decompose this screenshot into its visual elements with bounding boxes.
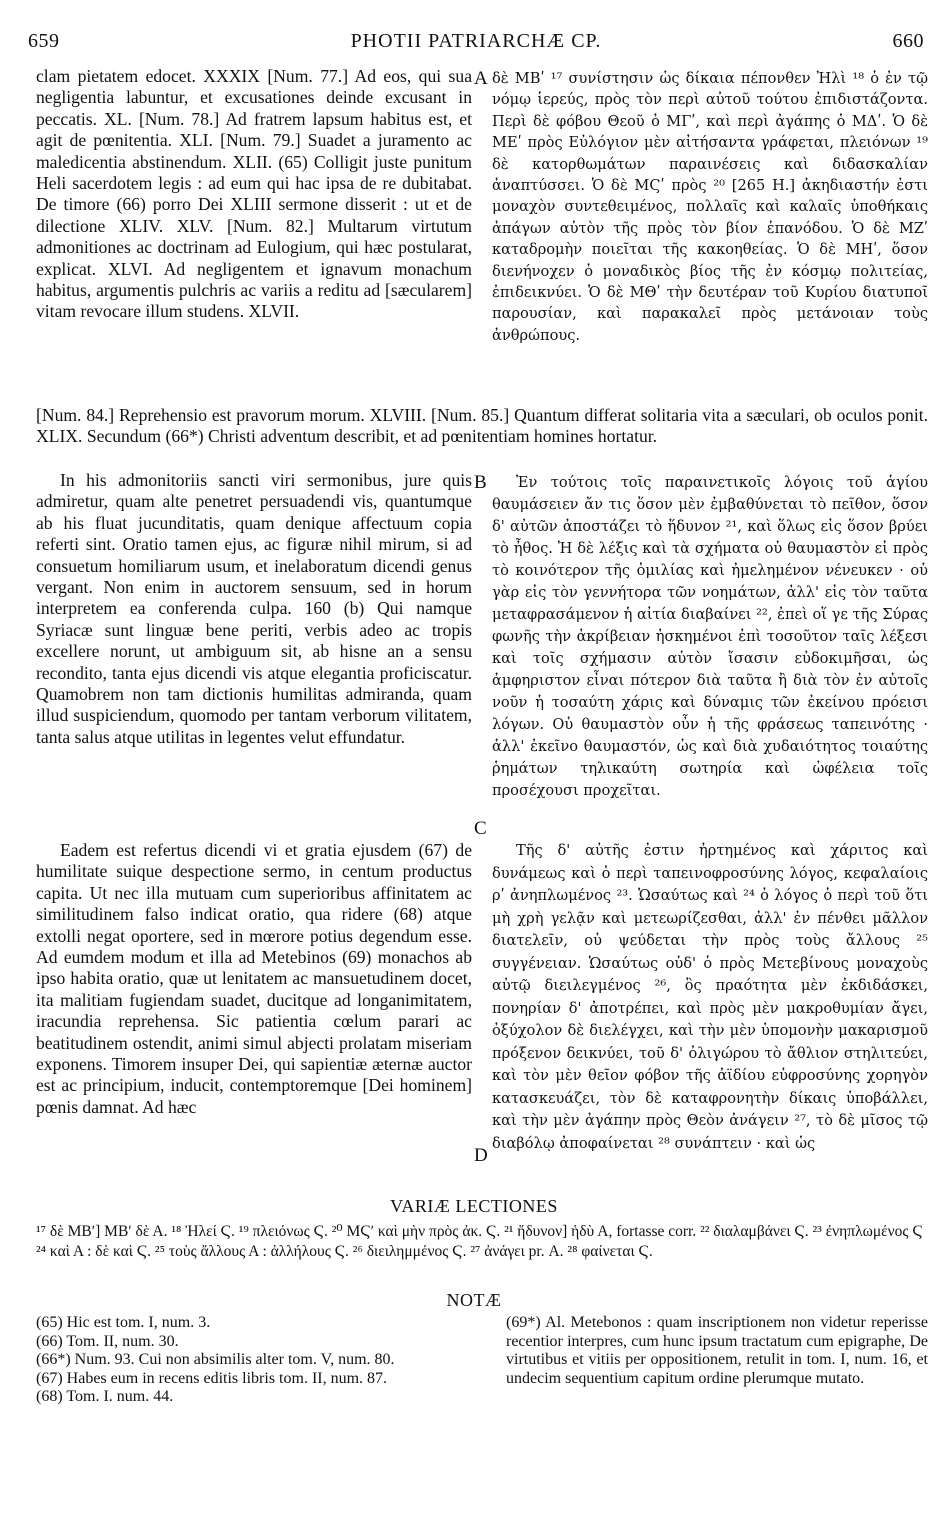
- notae-heading: NOTÆ: [446, 1290, 502, 1310]
- page-header: [28, 30, 924, 60]
- latin-text-a: clam pietatem edocet. XXXIX [Num. 77.] Ad eos, qui sua negligentia labuntur, et excusationes deinde excusant in peccatis. XL. [Num. 78.] Ad fratrem lapsum habitus est, et agit de pœnitentia. XLI. [Num. 79.] Suadet a juramento ac maledicentia abstinendum. XLII. (65) Colligit juste punitum Heli sacerdotem legis : ad eum qui hac ipsa de re dubitabat. De timore (66) porro Dei XLIII sermone disserit : ut et de dilectione XLIV. XLV. [Num. 82.] Multarum virtutum admonitiones ac doctrinam ad Eulogium, qui hæc postularat, explicat. XLVI. Ad negligentem et ignavum monachum habitus, argumentis pulchris ac variis a reditu ad [sæcularem] vitam revocare illum studens. XLVII.: [36, 66, 472, 322]
- latin-text-c: Eadem est refertus dicendi vi et gratia ejusdem (67) de humilitate suique despectione sermo, in centum productus capita. Ut nec illa mutuam cum superioribus affinitatem ac similitudinem falso indicat oratio, qua ridere (68) atque extolli negat oportere, sed in mœrore potius degendum esse. Ad eumdem modum et illa ad Metebinos (69) monachos ab ipso habita oratio, quæ ut lenitatem ac mansuetudinem docet, ita malitiam fugiendam suadet, ducitque ad longanimitatem, iracundia reprehensa. Sic patientia cœlum parari ac beatitudinem ostendit, animi simul abjecti prolatam miseriam exponens. Timorem insuper Dei, qui sapientiæ æternæ auctor est ac principium, inducit, contemptoremque [Dei hominem] pœnis damnat. Ad hæc: [36, 840, 472, 1117]
- greek-column-section-b: [492, 472, 928, 802]
- note-item: (68) Tom. I. num. 44.: [36, 1388, 174, 1405]
- section-marker-a: A: [474, 68, 488, 89]
- full-width-paragraph: [36, 405, 928, 448]
- latin-text-b: In his admonitoriis sancti viri sermonibus, jure quis admiretur, quam alte penetret persuadendi vis, quantumque ab his fluat jucunditatis, quam denique affectuum copia referti sint. Oratio tamen ejus, ac figuræ nihil mirum, si ad consuetum homiliarum usum, et inelaboratum dicendi genus vergant. Non enim in auctorem sensuum, sed in horum interpretem ea conferenda culpa. 160 (b) Qui namque Syriacæ sunt linguæ bene periti, verbis adeo ac tropis excellere norunt, ut ambiguum sit, ab hisne an a sensu recondito, tanta ejus dicendi vis atque elegantia proficiscatur. Quamobrem non tam dictionis humilitas admiranda, quam illud suspiciendum, quomodo per tantam verborum vilitatem, tanta salus atque utilitas in legentes velut effundatur.: [36, 470, 472, 747]
- latin-column-section-b: [36, 470, 472, 748]
- section-marker-b: B: [474, 472, 487, 493]
- notae-right-column: [506, 1314, 928, 1388]
- greek-column-section-c: [492, 840, 928, 1155]
- greek-text-b: Ἐν τούτοις τοῖς παραινετικοῖς λόγοις τοῦ ἁγίου θαυμάσειεν ἄν τις ὅσον μὲν ἐμβαθύνεται τὸ πεῖθον, ὅσον δ' αὐτῶν ἀποστάζει τὸ ἥδυνον ²¹, καὶ ὅλως εἰς ὅσον βρύει τὸ ἦθος. Ἡ δὲ λέξις καὶ τὰ σχήματα οὐ θαυμαστὸν εἰ πρὸς τὸ κοινότερον τῆς ὁμιλίας καὶ ἠμελημένον νένευκεν · οὐ γὰρ εἰς τὸν γεννήτορα τῶν νοημάτων, ἀλλ' εἰς τὸν ταῦτα μεταφρασάμενον ἡ αἰτία διαβαίνει ²², ἐπεὶ οἵ γε τῆς Σύρας φωνῆς τὴν ἀκρίβειαν ἠσκημένοι ἐπὶ τοσοῦτον ταῖς λέξεσι καὶ τοῖς σχήμασιν αὐτὸν ἴσασιν εὐδοκιμῆσαι, ὡς ἀμφηριστον εἶναι πότερον διὰ ταῦτα ἢ διὰ τὸν ἐν αὐτοῖς νοῦν ἡ τοσαύτη χάρις καὶ δύναμις τῶν ἐκείνου πρόεισι λόγων. Οὐ θαυμαστὸν οὖν ἡ τῆς φράσεως ταπεινότης · ἀλλ' ἐκεῖνο θαυμαστόν, ὡς καὶ διὰ χυδαιότητος τοιαύτης ῥημάτων τηλικαύτη σωτηρία καὶ ὠφέλεια τοῖς προσέχουσι προχεῖται.: [492, 474, 928, 799]
- section-marker-d: D: [474, 1145, 488, 1166]
- page-number-left: 659: [28, 30, 60, 52]
- note-item: (66) Tom. II, num. 30.: [36, 1332, 179, 1350]
- greek-text-c: Τῆς δ' αὐτῆς ἐστιν ἠρτημένος καὶ χάριτος καὶ δυνάμεως καὶ ὁ περὶ ταπεινοφροσύνης λόγος, κεφαλαίοις ρʹ ἀνηπλωμένος ²³. Ὡσαύτως καὶ ²⁴ ὁ λόγος ὁ περὶ τοῦ ὅτι μὴ χρὴ γελᾷν καὶ μετεωρίζεσθαι, ἀλλ' ἐν πένθει μᾶλλον διατελεῖν, οὐ ψεύδεται τὴν πρὸς τοὺς ἄλλους ²⁵ συγγένειαν. Ὡσαύτως οὐδ' ὁ πρὸς Μετεβίνους μοναχοὺς αὐτῷ διειλεγμένος ²⁶, ὃς πραότητα μὲν ἐκδιδάσκει, πονηρίαν δ' ἀποτρέπει, καὶ πρὸς μὲν μακροθυμίαν ἄγει, ὀξύχολον δὲ διελέγχει, καὶ τὴν μὲν ὑπομονὴν μακαρισμοῦ πρόξενον δεικνύει, τοῦ δ' ὀλιγώρου τὸ ἄθλιον στηλιτεύει, καὶ τὸν μὲν θεῖον φόβον τῆς ἀϊδίου εὐφροσύνης χορηγὸν κατασκευάζει, τὸν δὲ καταφρονητὴν δίκαις ὑποβάλλει, καὶ τὴν μὲν ἀγάπην πρὸς Θεὸν ἀνάγειν ²⁷, τὸ δὲ μῖσος τῷ διαβόλῳ ἀποφαίνεται ²⁸ συνάπτειν · καὶ ὡς: [492, 842, 928, 1152]
- note-item: (66*) Num. 93. Cui non absimilis alter tom. V, num. 80.: [36, 1351, 395, 1368]
- greek-text-a: δὲ ΜΒʹ ¹⁷ συνίστησιν ὡς δίκαια πέπονθεν Ἠλὶ ¹⁸ ὁ ἐν τῷ νόμῳ ἱερεύς, πρὸς τὸν περὶ αὐτοῦ τούτου ἐπιδιστάζοντα. Περὶ δὲ φόβου Θεοῦ ὁ ΜΓʹ, καὶ περὶ ἀγάπης ὁ ΜΔʹ. Ὁ δὲ ΜΕʹ πρὸς Εὐλόγιον μὲν αἰτήσαντα γράφεται, πλειόνων ¹⁹ δὲ κατορθωμάτων παραινέσεις καὶ διδασκαλίαν ἀναπτύσσει. Ὁ δὲ ΜϚʹ πρὸς ²⁰ [265 Η.] ἀκηδιαστήν ἐστι μοναχὸν συντεθειμένος, πολλαῖς καὶ καλαῖς ὑποθήκαις ἀπάγων αὐτὸν τῆς πρὸς τὸν βίον ἐπανόδου. Ὁ δὲ ΜΖʹ καταδρομὴν ποιεῖται τῆς κακοηθείας. Ὁ δὲ ΜΗʹ, ὅσον διενήνοχεν ὁ μοναδικὸς βίος τῆς ἐν κόσμῳ πολιτείας, ἐπιδεικνύει. Ὁ δὲ ΜΘʹ τὴν δευτέραν τοῦ Κυρίου διατυποῖ παρουσίαν, καὶ παρακαλεῖ πρὸς μετάνοιαν τοὺς ἀνθρώπους.: [492, 70, 928, 344]
- note-item: (69*) Al. Metebonos : quam inscriptionem non videtur reperisse recentior interpres, cum hunc ipsum tractatum cum epigraphe, De virtutibus et vitiis per oppositionem, retulit in tom. I, num. 16, et undecim sequentium capitum ordine plerumque mutato.: [506, 1314, 928, 1387]
- latin-column-section-a: [36, 66, 472, 323]
- greek-column-section-a: [492, 68, 928, 346]
- page-number-right: 660: [892, 30, 924, 52]
- variae-lectiones-heading: VARIÆ LECTIONES: [390, 1196, 558, 1216]
- full-width-text: [Num. 84.] Reprehensio est pravorum morum. XLVIII. [Num. 85.] Quantum differat solitaria vita a sæculari, ob oculos ponit. XLIX. Secundum (66*) Christi adventum describit, et ad pœnitentiam homines hortatur.: [36, 405, 928, 447]
- running-title: PHOTII PATRIARCHÆ CP.: [350, 30, 602, 52]
- note-item: (67) Habes eum in recens editis libris tom. II, num. 87.: [36, 1369, 388, 1387]
- section-marker-c: C: [474, 818, 487, 839]
- variae-lectiones-text: ¹⁷ δὲ ΜΒʹ] ΜΒʹ δὲ Α. ¹⁸ Ἠλεί Ϛ. ¹⁹ πλειόνως Ϛ. ²⁰ ΜϚʹ καὶ μὴν πρὸς ἀκ. Ϛ. ²¹ ἥδυνον] ἡδὺ Α, fortasse corr. ²² διαλαμβάνει Ϛ. ²³ ἐνηπλωμένος Ϛ ²⁴ καὶ Α : δὲ καὶ Ϛ. ²⁵ τοὺς ἄλλους Α : ἀλλήλους Ϛ. ²⁶ διειλημμένος Ϛ. ²⁷ ἀνάγει pr. Α. ²⁸ φαίνεται Ϛ.: [36, 1223, 923, 1260]
- note-item: (65) Hic est tom. I, num. 3.: [36, 1314, 211, 1331]
- notae-left-column: [36, 1314, 476, 1407]
- latin-column-section-c: [36, 840, 472, 1118]
